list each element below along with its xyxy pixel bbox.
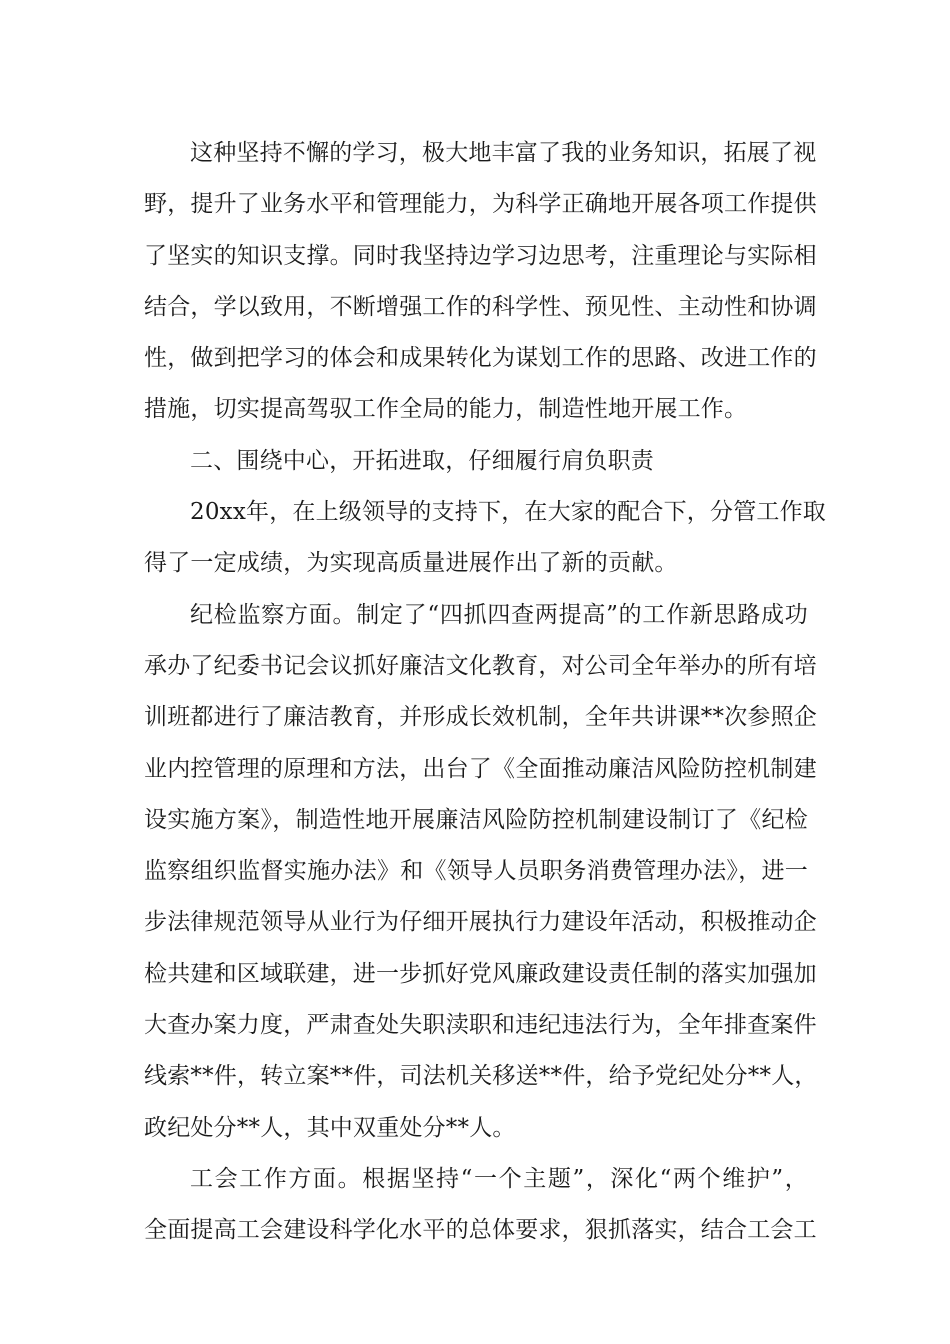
paragraph-line: 这种坚持不懈的学习，极大地丰富了我的业务知识，拓展了视: [190, 140, 817, 166]
paragraph-line: 检共建和区域联建，进一步抓好党风廉政建设责任制的落实加强加: [144, 960, 817, 987]
paragraph-line: 设实施方案》，制造性地开展廉洁风险防控机制建设制订了《纪检: [144, 806, 808, 833]
paragraph-line: 政纪处分**人，其中双重处分**人。: [144, 1114, 516, 1141]
paragraph-line: 20xx年，在上级领导的支持下，在大家的配合下，分管工作取: [190, 499, 827, 526]
paragraph-line: 业内控管理的原理和方法，出台了《全面推动廉洁风险防控机制建: [144, 755, 817, 782]
paragraph-line: 结合，学以致用，不断增强工作的科学性、预见性、主动性和协调: [144, 293, 817, 320]
paragraph-line: 纪检监察方面。制定了“四抓四查两提高”的工作新思路成功: [190, 601, 808, 628]
paragraph-line: 得了一定成绩，为实现高质量进展作出了新的贡献。: [144, 550, 678, 577]
paragraph-line: 训班都进行了廉洁教育，并形成长效机制，全年共讲课**次参照企: [144, 704, 817, 731]
paragraph-line: 大查办案力度，严肃查处失职渎职和违纪违法行为，全年排查案件: [144, 1012, 817, 1039]
paragraph-line: 承办了纪委书记会议抓好廉洁文化教育，对公司全年举办的所有培: [144, 652, 817, 679]
paragraph-line: 工会工作方面。根据坚持“一个主题”，深化“两个维护”，: [190, 1165, 808, 1192]
document-body: [144, 128, 827, 1257]
paragraph-line: 野，提升了业务水平和管理能力，为科学正确地开展各项工作提供: [144, 191, 817, 218]
paragraph-line: 性，做到把学习的体会和成果转化为谋划工作的思路、改进工作的: [144, 345, 817, 372]
section-heading: 二、围绕中心，开拓进取，仔细履行肩负职责: [190, 447, 654, 474]
paragraph-line: 线索**件，转立案**件，司法机关移送**件，给予党纪处分**人，: [144, 1063, 818, 1090]
paragraph-line: 全面提高工会建设科学化水平的总体要求，狠抓落实，结合工会工: [144, 1217, 817, 1244]
paragraph-line: 了坚实的知识支撑。同时我坚持边学习边思考，注重理论与实际相: [144, 242, 817, 269]
paragraph-line: 监察组织监督实施办法》和《领导人员职务消费管理办法》，进一: [144, 858, 808, 885]
paragraph-line: 措施，切实提高驾驭工作全局的能力，制造性地开展工作。: [144, 396, 748, 423]
paragraph-line: 步法律规范领导从业行为仔细开展执行力建设年活动，积极推动企: [144, 909, 817, 936]
